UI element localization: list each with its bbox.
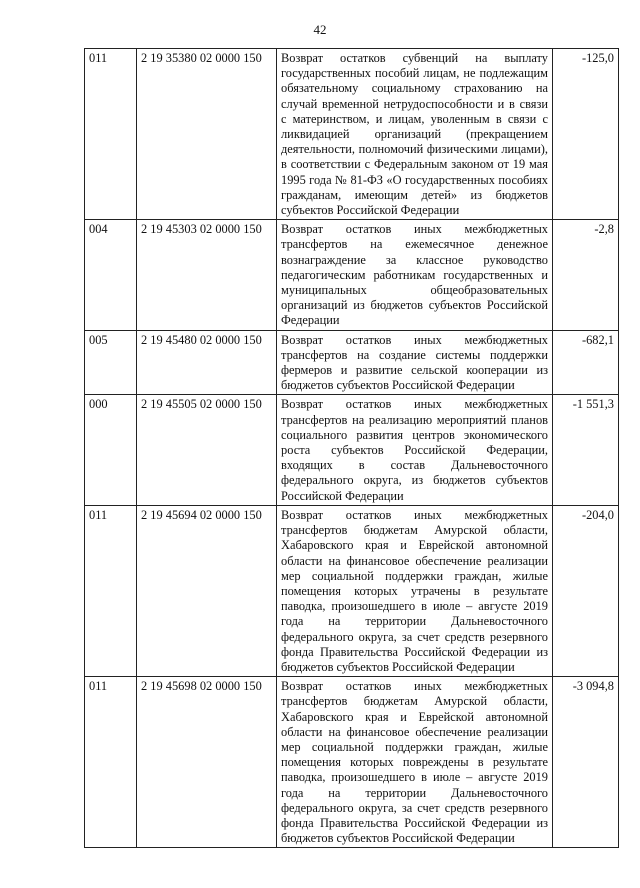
table-row bbox=[85, 330, 619, 395]
table-row bbox=[85, 505, 619, 676]
page-number: 42 bbox=[313, 22, 327, 37]
budget-classification-code-cell: 2 19 45303 02 0000 150 bbox=[137, 220, 277, 330]
description-cell: Возврат остатков иных межбюджетных трансфертов на создание системы поддержки фермеров и развитие сельской кооперации из бюджетов субъектов Российской Федерации bbox=[277, 330, 553, 395]
budget-returns-table bbox=[84, 48, 619, 848]
description-cell: Возврат остатков субвенций на выплату государственных пособий лицам, не подлежащим обязательному социальному страхованию на случай временной нетрудоспособности и в связи с материнством, и лицам, уволенным в связи с ликвидацией организаций (прекращением деятельности, полномочий физическими лицами), в соответствии с Федеральным законом от 19 мая 1995 года № 81-ФЗ «О государственных пособиях гражданам, имеющим детей» из бюджетов субъектов Российской Федерации bbox=[277, 49, 553, 220]
budget-classification-code-cell: 2 19 45698 02 0000 150 bbox=[137, 677, 277, 848]
admin-code-cell: 011 bbox=[85, 677, 137, 848]
table-row bbox=[85, 395, 619, 505]
amount-cell: -682,1 bbox=[553, 330, 619, 395]
table-row bbox=[85, 49, 619, 220]
admin-code-cell: 000 bbox=[85, 395, 137, 505]
budget-classification-code-cell: 2 19 45505 02 0000 150 bbox=[137, 395, 277, 505]
budget-classification-code-cell: 2 19 45694 02 0000 150 bbox=[137, 505, 277, 676]
amount-cell: -204,0 bbox=[553, 505, 619, 676]
description-cell: Возврат остатков иных межбюджетных трансфертов на ежемесячное денежное вознаграждение за классное руководство педагогическим работникам государственных и муниципальных общеобразовательных организаций из бюджетов субъектов Российской Федерации bbox=[277, 220, 553, 330]
description-cell: Возврат остатков иных межбюджетных трансфертов бюджетам Амурской области, Хабаровского края и Еврейской автономной области на финансовое обеспечение реализации мер социальной поддержки граждан, жилые помещения которых повреждены в результате паводка, произошедшего в июле – августе 2019 года на территории Дальневосточного федерального округа, за счет средств резервного фонда Правительства Российской Федерации из бюджетов субъектов Российской Федерации bbox=[277, 677, 553, 848]
amount-cell: -2,8 bbox=[553, 220, 619, 330]
amount-cell: -1 551,3 bbox=[553, 395, 619, 505]
admin-code-cell: 011 bbox=[85, 505, 137, 676]
admin-code-cell: 005 bbox=[85, 330, 137, 395]
table-row bbox=[85, 220, 619, 330]
amount-cell: -125,0 bbox=[553, 49, 619, 220]
description-cell: Возврат остатков иных межбюджетных трансфертов бюджетам Амурской области, Хабаровского края и Еврейской автономной области на финансовое обеспечение реализации мер социальной поддержки граждан, жилые помещения которых утрачены в результате паводка, произошедшего в июле – августе 2019 года на территории Дальневосточного федерального округа, за счет средств резервного фонда Правительства Российской Федерации из бюджетов субъектов Российской Федерации bbox=[277, 505, 553, 676]
budget-classification-code-cell: 2 19 35380 02 0000 150 bbox=[137, 49, 277, 220]
admin-code-cell: 004 bbox=[85, 220, 137, 330]
description-cell: Возврат остатков иных межбюджетных трансфертов на реализацию мероприятий планов социального развития центров экономического роста субъектов Российской Федерации, входящих в состав Дальневосточного федерального округа, из бюджетов субъектов Российской Федерации bbox=[277, 395, 553, 505]
amount-cell: -3 094,8 bbox=[553, 677, 619, 848]
budget-classification-code-cell: 2 19 45480 02 0000 150 bbox=[137, 330, 277, 395]
admin-code-cell: 011 bbox=[85, 49, 137, 220]
table-row bbox=[85, 677, 619, 848]
